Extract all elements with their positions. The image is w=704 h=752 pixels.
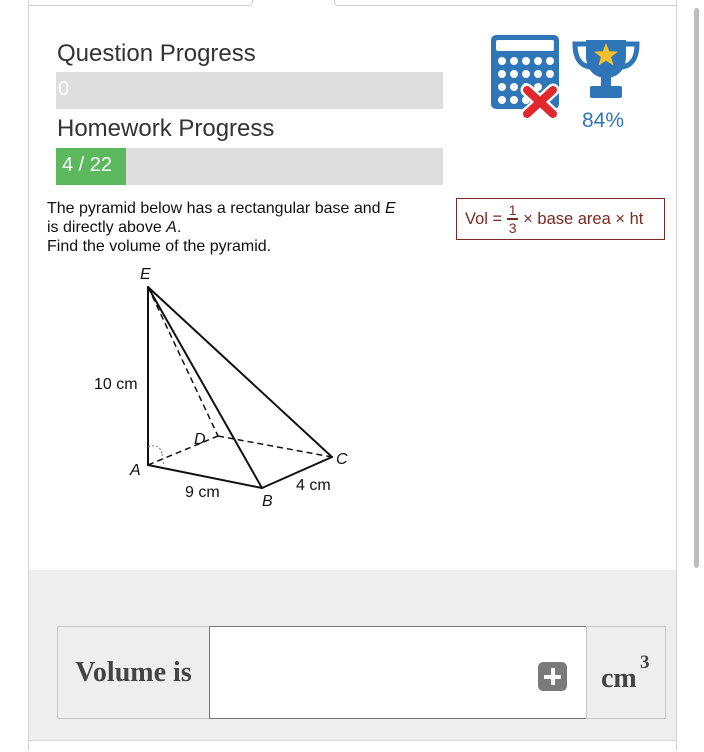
scrollbar-thumb[interactable] xyxy=(694,8,699,568)
unit-exponent: 3 xyxy=(640,652,650,673)
tab-right[interactable] xyxy=(334,0,677,6)
volume-formula-box xyxy=(456,198,665,240)
height-label: 10 cm xyxy=(94,376,138,393)
edge-bc-label: 4 cm xyxy=(296,477,331,494)
pyramid-diagram xyxy=(80,258,380,518)
vertex-d-label: D xyxy=(194,431,206,448)
vertex-e-label: E xyxy=(140,266,151,283)
fraction-numerator: 1 xyxy=(508,202,517,219)
question-line1: The pyramid below has a rectangular base and xyxy=(47,200,385,217)
plus-icon[interactable] xyxy=(538,662,567,691)
unit-label xyxy=(586,626,666,719)
formula-suffix: × base area × ht xyxy=(523,209,644,228)
calculator-not-allowed-icon[interactable] xyxy=(490,34,562,120)
tab-left[interactable] xyxy=(28,0,253,6)
tab-strip xyxy=(28,0,676,6)
fraction-denominator: 3 xyxy=(508,219,517,236)
question-progress-bar xyxy=(56,72,443,109)
unit-base: cm xyxy=(601,663,637,694)
formula-fraction xyxy=(507,203,518,234)
vertex-b-label: B xyxy=(262,493,273,510)
content-right-border xyxy=(676,0,677,751)
question-progress-label: Question Progress xyxy=(57,40,256,67)
homework-progress-value: 4 / 22 xyxy=(62,154,113,176)
question-var-a: A xyxy=(166,219,177,236)
volume-answer-input[interactable] xyxy=(209,626,587,719)
vertex-a-label: A xyxy=(130,462,141,479)
homework-progress-label: Homework Progress xyxy=(57,115,275,142)
bottom-divider xyxy=(29,740,676,752)
question-line2-end: . xyxy=(176,219,182,236)
edge-ab-label: 9 cm xyxy=(185,484,220,501)
question-progress-value: 0 xyxy=(58,78,70,100)
formula-prefix: Vol = xyxy=(465,209,503,228)
question-line2: is directly above xyxy=(47,219,167,236)
answer-label: Volume is xyxy=(57,626,210,719)
score-percentage: 84% xyxy=(582,109,625,132)
question-var-e: E xyxy=(384,200,396,217)
question-text xyxy=(47,199,447,256)
vertex-c-label: C xyxy=(336,451,348,468)
question-line3: Find the volume of the pyramid. xyxy=(47,238,272,255)
homework-progress-bar xyxy=(56,148,443,185)
trophy-star-icon[interactable] xyxy=(570,34,642,100)
